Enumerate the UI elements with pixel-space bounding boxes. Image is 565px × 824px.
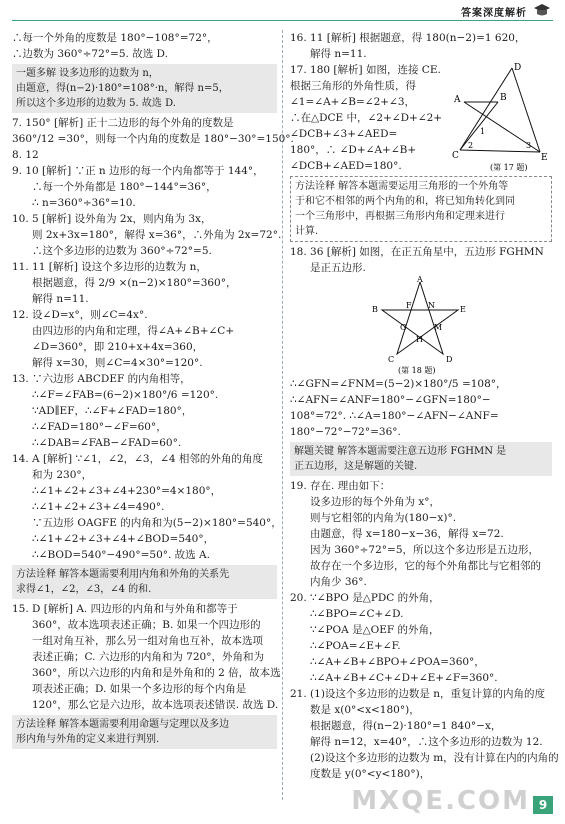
text-line: 设多边形的每个外角为 x°， [310, 496, 441, 508]
fig18-label: D [446, 355, 453, 364]
text-line: 因为 360°÷72°=5，所以这个多边形是五边形， [310, 544, 540, 556]
fig18-label: B [372, 305, 378, 314]
text-line: 180°−72°−72°=36°. [290, 426, 401, 438]
text-line: 18. 36 [解析] 如图，在正五角星中，五边形 FGHMN [290, 246, 544, 258]
fig17-label: E [541, 153, 548, 163]
text-line: 形内角与外角的定义来进行判别. [16, 734, 160, 745]
method-box [12, 565, 277, 599]
text-line: ∴这个多边形的边数为 360°÷72°=5. [32, 245, 212, 257]
text-line: ∠D=360°，即 210+x+4x=360， [32, 341, 204, 353]
page-number: 9 [533, 796, 553, 814]
text-line: 21. (1)设这个多边形的边数是 n，重复计算的内角的度 [290, 688, 546, 700]
text-line: 所以这个多边形的边数为 5. 故选 D. [16, 98, 176, 109]
text-line: 解题关键 解答本题需要注意五边形 FGHMN 是 [294, 446, 507, 457]
text-line: 是正五边形. [310, 262, 366, 274]
watermark: MXQE.COM [351, 786, 530, 816]
text-line: 项表述正确；D. 如果一个多边形的每个内角是 [32, 683, 247, 695]
fig18-label: A [417, 276, 423, 284]
text-line: ∴∠FAD=180°−∠F=60°， [32, 421, 167, 433]
text-line: 8. 12 [12, 149, 39, 161]
left-column [12, 30, 294, 751]
text-line: 9. 10 [解析] ∵正 n 边形的每一个内角都等于 144°， [12, 165, 264, 177]
fig17-label: B [500, 93, 507, 103]
text-line: 一个三角形中，再根据三角形内角和定理来进行 [295, 211, 505, 222]
text-line: ∠1=∠A+∠B=∠2+∠3， [290, 96, 416, 108]
text-line: 方法诠释 解答本题需要利用命题与定理以及多边 [16, 719, 230, 730]
text-line: 和为 230°， [32, 469, 93, 481]
text-line: 解得 n=11. [310, 48, 367, 60]
text-line: ∴∠DAB=∠FAB−∠FAD=60°. [32, 437, 182, 449]
text-line: 15. D [解析] A. 四边形的内角和与外角和都等于 [12, 603, 238, 615]
text-line: 计算. [295, 226, 319, 237]
text-line: 120°，那么它是六边形，故本选项表述错误. 故选 D. [32, 699, 279, 711]
text-line: 数是 x(0°<x<180°)， [310, 704, 420, 716]
text-line: 根据题意，得(n−2)·180°=1 840°−x， [310, 720, 502, 732]
text-line: ∴∠A+∠B+∠BPO+∠POA=360°， [310, 656, 485, 668]
text-line: 108°=72°. ∴∠A=180°−∠AFN−∠ANF= [290, 410, 499, 422]
text-line: 7. 150° [解析] 正十二边形的每个外角的度数是 [12, 117, 234, 129]
text-line: 360°/12 =30°，则每一个内角的度数是 180°−30°=150°. [12, 133, 294, 145]
column-divider [282, 30, 283, 800]
text-line: 10. 5 [解析] 设外角为 2x，则内角为 3x， [12, 213, 212, 225]
text-line: 则与它相邻的内角为(180−x)°. [310, 512, 457, 524]
text-line: ∴∠BOD=540°−490°=50°. 故选 A. [32, 549, 210, 561]
text-line: 由题意，得(n−2)·180°=108°·n，解得 n=5， [16, 83, 229, 94]
fig17-label: 3 [526, 141, 532, 150]
header-title: 答案深度解析 [461, 8, 527, 19]
fig18-label: N [428, 301, 435, 310]
figure-18-block [290, 276, 552, 376]
text-line: ∠DCB+∠AED=180°. [290, 160, 402, 172]
text-line: 求得∠1，∠2，∠3，∠4 的和. [16, 584, 152, 595]
tip-box [12, 64, 277, 113]
text-line: 360°，所以六边形的内角和是外角和的 2 倍，故本选 [32, 667, 281, 679]
fig17-label: D [514, 63, 522, 73]
method-box [12, 715, 277, 749]
fig18-label: F [406, 301, 412, 310]
text-line: 表述正确；C. 六边形的内角和为 720°，外角和为 [32, 651, 264, 663]
text-line: 一组对角互补，那么另一组对角也互补，故本选项 [32, 635, 263, 647]
text-line: (2)设这个多边形的边数为 m，没有计算在内的内角的 [310, 752, 559, 764]
text-line: ∴在△DCE 中，∠2+∠D+∠2+ [290, 112, 443, 124]
text-line: 解得 n=12，x=40°，∴这个多边形的边数为 12. [310, 736, 543, 748]
text-line: 度数是 y(0°<y<180°)， [310, 768, 431, 780]
fig17-label: 2 [468, 141, 474, 150]
text-line: 一题多解 设多边形的边数为 n， [16, 68, 159, 79]
text-line: 解得 n=11. [32, 293, 89, 305]
text-line: ∴∠BPO=∠C+∠D. [310, 608, 404, 620]
method-box [290, 176, 552, 242]
figure-17-block [290, 62, 552, 174]
fig18-label: M [434, 323, 443, 332]
right-column [290, 30, 559, 782]
fig18-label: G [400, 323, 407, 332]
text-line: 于和它不相邻的两个内角的和，将已知角转化到同 [295, 196, 515, 207]
text-line: 则 2x+3x=180°，解得 x=36°，∴外角为 2x=72°. [32, 229, 282, 241]
text-line: 16. 11 [解析] 根据题意，得 180(n−2)=1 620， [290, 32, 526, 44]
text-line: ∵∠POA 是△OEF 的外角， [310, 624, 440, 636]
text-line: 方法诠释 解答本题需要运用三角形的一个外角等 [295, 181, 509, 192]
text-line: 解得 x=30，则∠C=4×30°=120°. [32, 357, 203, 369]
text-line: 根据题意，得 2/9 ×(n−2)×180°=360°， [32, 277, 237, 289]
text-line: ∵AD∥EF，∴∠F+∠FAD=180°， [32, 405, 193, 417]
text-line: 由四边形的内角和定理，得∠A+∠B+∠C+ [32, 325, 235, 337]
text-line: ∵五边形 OAGFE 的内角和为(5−2)×180°=540°， [32, 517, 282, 529]
text-line: ∴∠GFN=∠FNM=(5−2)×180°/5 =108°， [290, 378, 507, 390]
text-line: ∴∠1+∠2+∠3+∠4+230°=4×180°， [32, 485, 222, 497]
text-line: 20. ∵∠BPO 是△PDC 的外角， [290, 592, 440, 604]
text-line: 13. ∵六边形 ABCDEF 的内角相等， [12, 373, 191, 385]
fig18-label: E [460, 305, 466, 314]
text-line: ∴∠1+∠2+∠3+∠4=490°. [32, 501, 165, 513]
page-header [0, 0, 565, 22]
figure-17-diagram [450, 62, 550, 174]
text-line: 内角少 36°. [310, 576, 367, 588]
fig17-label: C [452, 151, 459, 161]
text-line: ∴∠1+∠2+∠3+∠4+∠BOD=540°， [32, 533, 215, 545]
text-line: 正五边形，这是解题的关键. [294, 461, 418, 472]
text-line: 180°，∴ ∠D+∠A+∠B+ [290, 144, 417, 156]
text-line: 17. 180 [解析] 如图，连接 CE. [290, 64, 441, 76]
graduation-cap-icon [533, 2, 551, 18]
text-line: ∴每一个外角都是 180°−144°=36°， [32, 181, 217, 193]
fig17-label: A [454, 95, 461, 105]
text-line: ∴每一个外角的度数是 180°−108°=72°， [12, 32, 218, 44]
text-line: 12. 设∠D=x°，则∠C=4x°. [12, 309, 148, 321]
fig18-label: C [388, 355, 395, 364]
key-box [290, 442, 552, 476]
text-line: 19. 存在. 理由如下： [290, 480, 391, 492]
header-rule [12, 20, 553, 21]
text-line: ∠DCB+∠3+∠AED= [290, 128, 398, 140]
figure-18-diagram [360, 276, 480, 376]
text-line: 14. A [解析] ∵∠1，∠2，∠3，∠4 相邻的外角的角度 [12, 453, 263, 465]
text-line: ∴∠AFN=∠ANF=180°−∠GFN=180°− [290, 394, 491, 406]
text-line: ∴ n=360°÷36°=10. [32, 197, 136, 209]
text-line: 由题意，得 x=180−x−36，解得 x=72. [310, 528, 504, 540]
fig17-label: 1 [480, 127, 486, 136]
text-line: ∴∠A+∠B+∠C+∠D+∠E+∠F=360°. [310, 672, 498, 684]
text-line: 11. 11 [解析] 设这个多边形的边数为 n， [12, 261, 207, 273]
text-line: 根据三角形的外角性质，得 [290, 80, 416, 92]
text-line: 故存在一个多边形，它的每个外角都比与它相邻的 [310, 560, 541, 572]
text-line: ∴∠POA=∠E+∠F. [310, 640, 401, 652]
text-line: 方法诠释 解答本题需要利用内角和外角的关系先 [16, 569, 230, 580]
fig18-caption: (第 18 题) [398, 366, 436, 375]
fig18-label: H [416, 335, 423, 344]
text-line: 360°，故本选项表述正确；B. 如果一个四边形的 [32, 619, 261, 631]
text-line: ∴边数为 360°÷72°=5. 故选 D. [12, 48, 168, 60]
fig17-caption: (第 17 题) [490, 163, 528, 172]
text-line: ∴∠F=∠FAB=(6−2)×180°/6 =120°. [32, 389, 219, 401]
